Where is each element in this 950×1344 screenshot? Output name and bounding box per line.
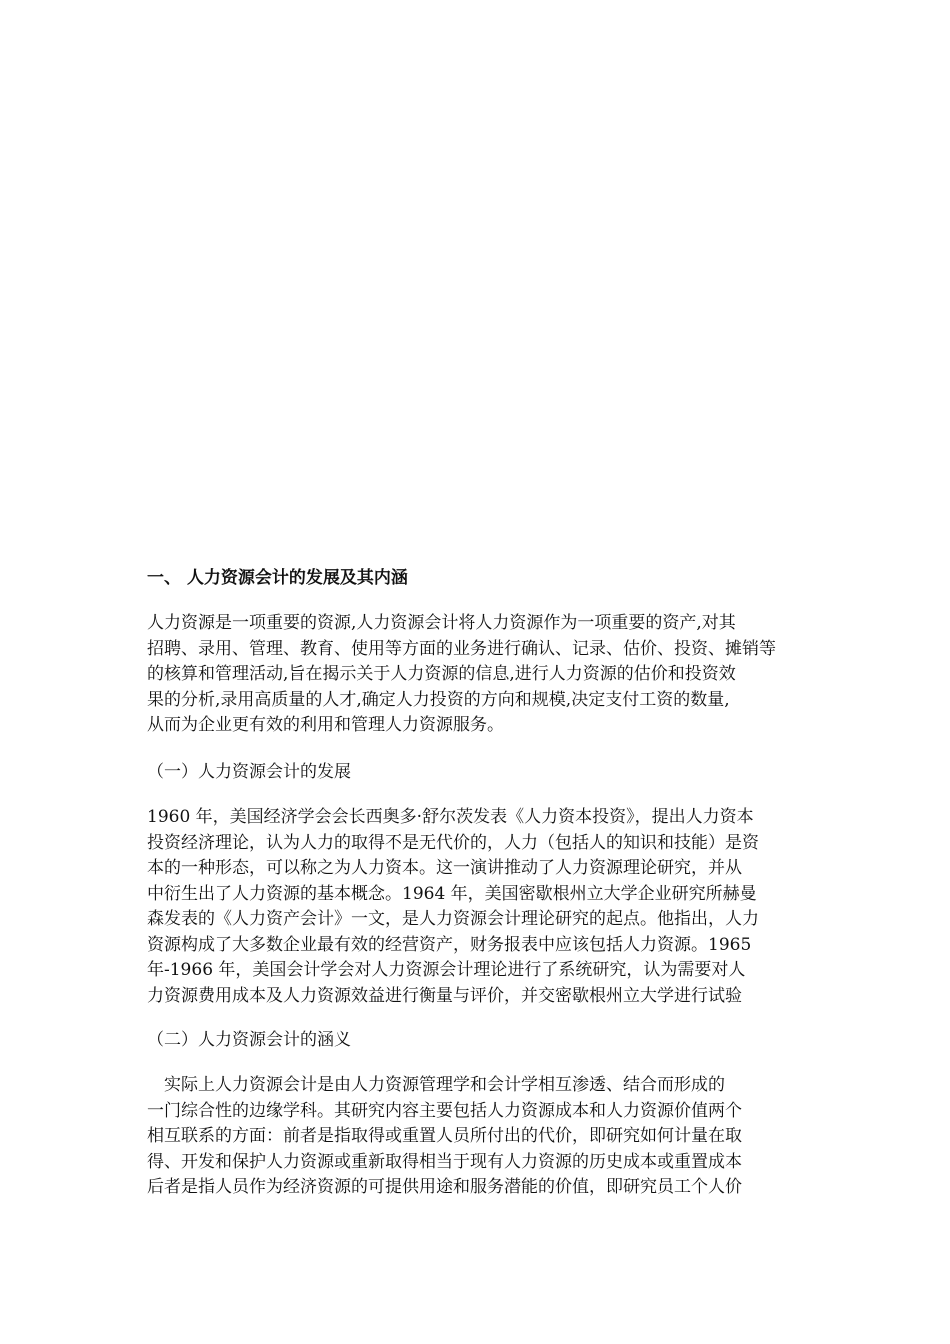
- paragraph-line: 一门综合性的边缘学科。其研究内容主要包括人力资源成本和人力资源价值两个: [147, 1100, 742, 1121]
- paragraph-line: 招聘、录用、管理、教育、使用等方面的业务进行确认、记录、估价、投资、摊销等: [147, 638, 776, 659]
- meaning-paragraph: [147, 1073, 827, 1201]
- paragraph-line: 本的一种形态，可以称之为人力资本。这一演讲推动了人力资源理论研究，并从: [147, 858, 742, 878]
- paragraph-line: 从而为企业更有效的利用和管理人力资源服务。: [147, 715, 504, 735]
- subheading-meaning: （二）人力资源会计的涵义: [147, 1030, 351, 1050]
- paragraph-line: 果的分析,录用高质量的人才,确定人力投资的方向和规模,决定支付工资的数量,: [147, 689, 730, 710]
- paragraph-line: 年-1966 年，美国会计学会对人力资源会计理论进行了系统研究，认为需要对人: [147, 960, 746, 980]
- paragraph-line: 人力资源是一项重要的资源,人力资源会计将人力资源作为一项重要的资产,对其: [147, 613, 736, 633]
- paragraph-line: 相互联系的方面：前者是指取得或重置人员所付出的代价，即研究如何计量在取: [147, 1126, 742, 1146]
- subheading-development: （一）人力资源会计的发展: [147, 762, 351, 782]
- section-heading: 一、 人力资源会计的发展及其内涵: [147, 568, 408, 588]
- paragraph-line: 投资经济理论，认为人力的取得不是无代价的，人力（包括人的知识和技能）是资: [147, 832, 759, 853]
- paragraph-line: 得、开发和保护人力资源或重新取得相当于现有人力资源的历史成本或重置成本: [147, 1151, 742, 1172]
- development-paragraph: [147, 805, 827, 1009]
- intro-paragraph: [147, 611, 827, 739]
- paragraph-line: 1960 年，美国经济学会会长西奥多·舒尔茨发表《人力资本投资》，提出人力资本: [147, 807, 754, 827]
- paragraph-line: 森发表的《人力资产会计》一文，是人力资源会计理论研究的起点。他指出，人力: [147, 909, 759, 929]
- paragraph-line: 力资源费用成本及人力资源效益进行衡量与评价，并交密歇根州立大学进行试验: [147, 985, 742, 1006]
- paragraph-line: 的核算和管理活动,旨在揭示关于人力资源的信息,进行人力资源的估价和投资效: [147, 664, 736, 684]
- paragraph-line: 后者是指人员作为经济资源的可提供用途和服务潜能的价值，即研究员工个人价: [147, 1177, 742, 1197]
- paragraph-line: 资源构成了大多数企业最有效的经营资产，财务报表中应该包括人力资源。1965: [147, 934, 752, 955]
- paragraph-line: 实际上人力资源会计是由人力资源管理学和会计学相互渗透、结合而形成的: [147, 1075, 725, 1095]
- paragraph-line: 中衍生出了人力资源的基本概念。1964 年，美国密歇根州立大学企业研究所赫曼: [147, 883, 757, 904]
